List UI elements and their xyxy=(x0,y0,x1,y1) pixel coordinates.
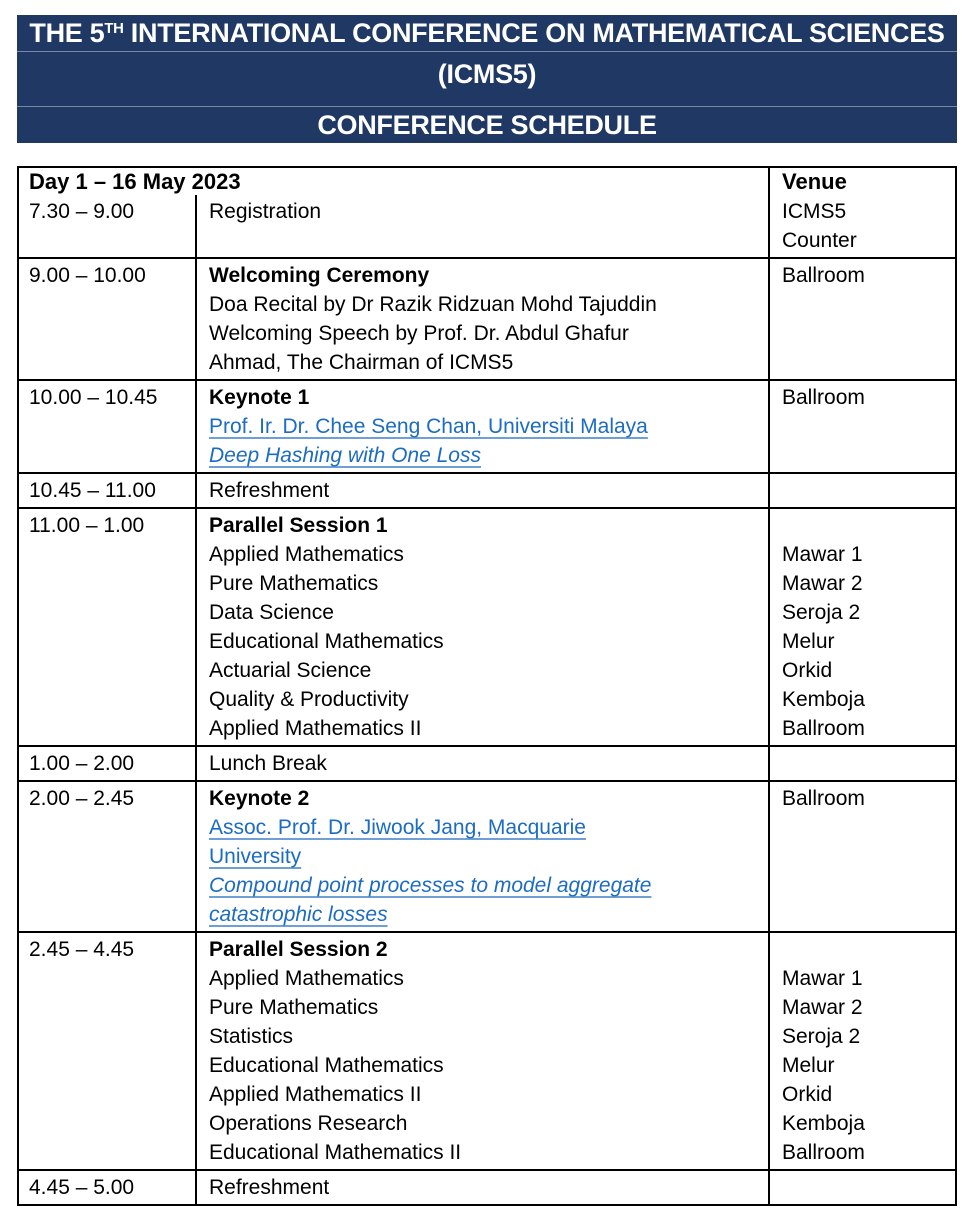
session-link[interactable]: Assoc. Prof. Dr. Jiwook Jang, Macquarie xyxy=(209,816,586,839)
session-text: Pure Mathematics xyxy=(209,996,379,1019)
table-row xyxy=(19,379,955,472)
venue-header-cell: Venue xyxy=(782,169,847,194)
description-cell xyxy=(197,1171,770,1204)
venue-text: Melur xyxy=(782,630,835,653)
session-link[interactable]: catastrophic losses xyxy=(209,903,388,926)
session-text: Applied Mathematics xyxy=(209,967,404,990)
conference-title-text: THE 5TH INTERNATIONAL CONFERENCE ON MATHEMATICAL SCIENCES xyxy=(29,17,945,48)
venue-text xyxy=(782,511,944,540)
venue-text: Orkid xyxy=(782,659,833,682)
time-cell: 10.00 – 10.45 xyxy=(19,381,197,472)
session-text: Welcoming Speech by Prof. Dr. Abdul Ghafur xyxy=(209,322,629,345)
schedule-table xyxy=(17,166,957,1206)
venue-text: Kemboja xyxy=(782,688,865,711)
venue-text: Orkid xyxy=(782,1083,833,1106)
session-link[interactable]: Prof. Ir. Dr. Chee Seng Chan, Universiti Malaya xyxy=(209,415,648,438)
time-cell: 9.00 – 10.00 xyxy=(19,259,197,379)
conference-title xyxy=(17,15,957,52)
time-cell: 4.45 – 5.00 xyxy=(19,1171,197,1204)
day-header-cell: Day 1 – 16 May 2023 xyxy=(19,168,770,195)
venue-text: Ballroom xyxy=(782,787,865,810)
schedule-subtitle xyxy=(17,107,957,143)
session-link[interactable]: Compound point processes to model aggregate xyxy=(209,874,652,897)
venue-text: ICMS5 xyxy=(782,200,847,223)
venue-cell xyxy=(770,1171,955,1204)
session-text: Ahmad, The Chairman of ICMS5 xyxy=(209,351,514,374)
conference-abbreviation xyxy=(17,52,957,107)
time-cell: 2.00 – 2.45 xyxy=(19,782,197,931)
session-title: Keynote 2 xyxy=(209,787,310,810)
table-row xyxy=(19,780,955,931)
session-title: Parallel Session 2 xyxy=(209,938,388,961)
session-text: Quality & Productivity xyxy=(209,688,409,711)
description-cell xyxy=(197,195,770,257)
session-text: Educational Mathematics xyxy=(209,630,444,653)
schedule-table-body xyxy=(19,195,955,1204)
session-text: Operations Research xyxy=(209,1112,408,1135)
venue-text: Ballroom xyxy=(782,386,865,409)
session-title: Parallel Session 1 xyxy=(209,514,388,537)
session-link[interactable]: University xyxy=(209,845,302,868)
session-link[interactable]: Deep Hashing with One Loss xyxy=(209,444,481,467)
time-cell: 2.45 – 4.45 xyxy=(19,933,197,1169)
description-cell xyxy=(197,509,770,745)
venue-cell xyxy=(770,474,955,507)
time-cell: 1.00 – 2.00 xyxy=(19,747,197,780)
session-text: Statistics xyxy=(209,1025,294,1048)
venue-cell xyxy=(770,933,955,1169)
session-text: Educational Mathematics II xyxy=(209,1141,462,1164)
time-cell: 11.00 – 1.00 xyxy=(19,509,197,745)
session-text: Lunch Break xyxy=(209,752,327,775)
session-text: Data Science xyxy=(209,601,334,624)
venue-text: Mawar 2 xyxy=(782,996,863,1019)
table-row xyxy=(19,1169,955,1204)
time-cell: 10.45 – 11.00 xyxy=(19,474,197,507)
session-text: Applied Mathematics xyxy=(209,543,404,566)
schedule-subtitle-text: CONFERENCE SCHEDULE xyxy=(317,109,657,140)
table-header-row xyxy=(19,168,955,195)
session-text: Actuarial Science xyxy=(209,659,372,682)
venue-text: Ballroom xyxy=(782,1141,865,1164)
table-row xyxy=(19,257,955,379)
venue-text: Mawar 2 xyxy=(782,572,863,595)
table-row xyxy=(19,472,955,507)
venue-text xyxy=(782,935,944,964)
conference-abbreviation-text: (ICMS5) xyxy=(437,59,537,89)
title-superscript: TH xyxy=(104,21,124,38)
venue-text: Mawar 1 xyxy=(782,967,863,990)
conference-banner xyxy=(17,15,957,143)
venue-cell xyxy=(770,509,955,745)
venue-cell xyxy=(770,195,955,257)
session-text: Registration xyxy=(209,200,322,223)
session-title: Keynote 1 xyxy=(209,386,310,409)
venue-text: Ballroom xyxy=(782,264,865,287)
venue-cell xyxy=(770,747,955,780)
session-text: Applied Mathematics II xyxy=(209,1083,422,1106)
session-text: Pure Mathematics xyxy=(209,572,379,595)
description-cell xyxy=(197,782,770,931)
description-cell xyxy=(197,259,770,379)
venue-text: Seroja 2 xyxy=(782,1025,861,1048)
description-cell xyxy=(197,474,770,507)
session-text: Refreshment xyxy=(209,479,330,502)
table-row xyxy=(19,745,955,780)
venue-cell xyxy=(770,259,955,379)
session-title: Welcoming Ceremony xyxy=(209,264,430,287)
venue-text: Counter xyxy=(782,229,857,252)
table-row xyxy=(19,195,955,257)
description-cell xyxy=(197,747,770,780)
table-row xyxy=(19,931,955,1169)
venue-text: Mawar 1 xyxy=(782,543,863,566)
venue-text: Melur xyxy=(782,1054,835,1077)
venue-cell xyxy=(770,381,955,472)
time-cell: 7.30 – 9.00 xyxy=(19,195,197,257)
venue-text: Ballroom xyxy=(782,717,865,740)
session-text: Doa Recital by Dr Razik Ridzuan Mohd Tajuddin xyxy=(209,293,657,316)
session-text: Refreshment xyxy=(209,1176,330,1199)
venue-text: Kemboja xyxy=(782,1112,865,1135)
session-text: Educational Mathematics xyxy=(209,1054,444,1077)
table-row xyxy=(19,507,955,745)
venue-cell xyxy=(770,782,955,931)
description-cell xyxy=(197,381,770,472)
session-text: Applied Mathematics II xyxy=(209,717,422,740)
description-cell xyxy=(197,933,770,1169)
venue-text: Seroja 2 xyxy=(782,601,861,624)
